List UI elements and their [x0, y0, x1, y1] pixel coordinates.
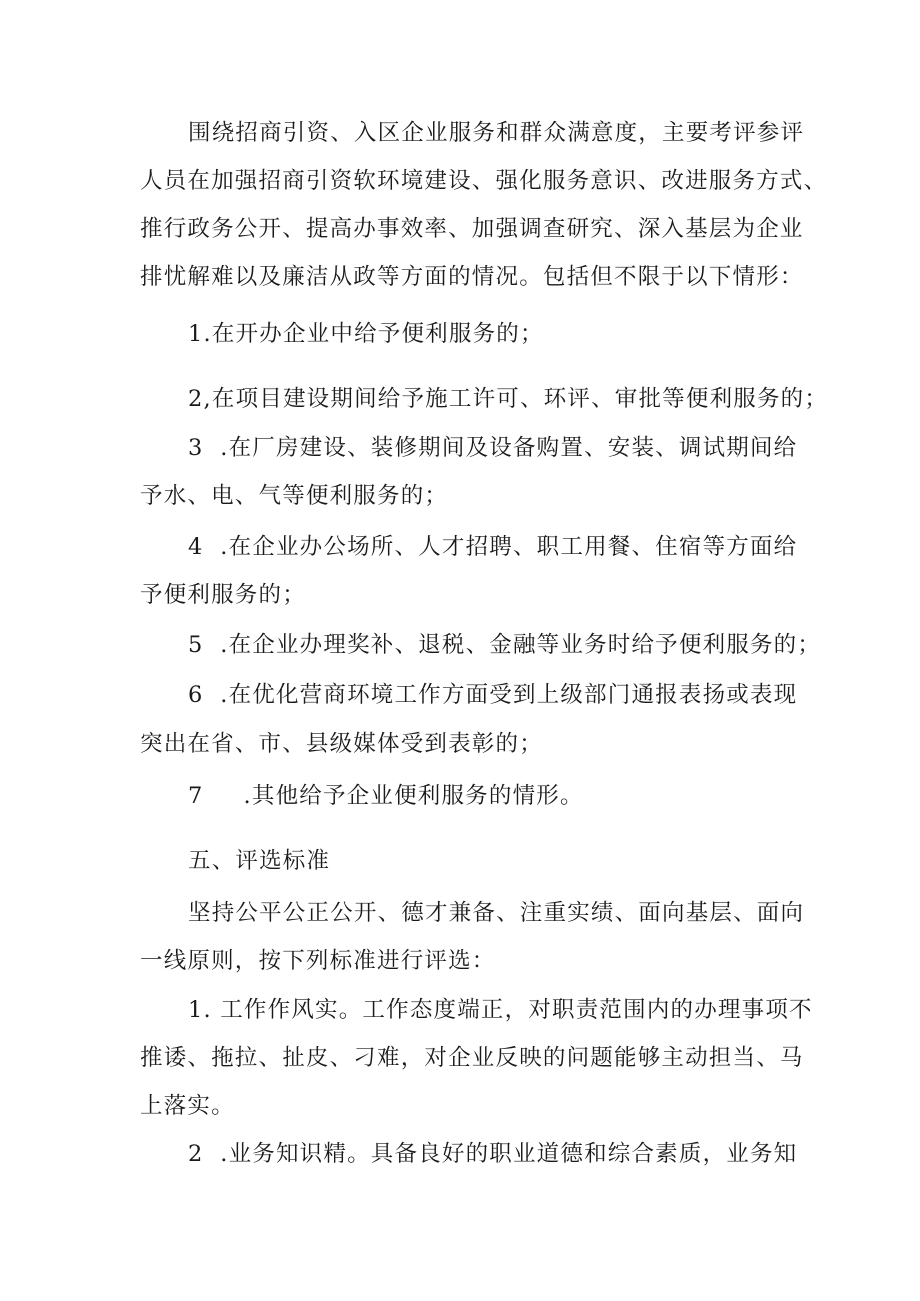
list-item: 5 .在企业办理奖补、退税、金融等业务时给予便利服务的；	[188, 632, 822, 658]
paragraph-line: 推行政务公开、提高办事效率、加强调查研究、深入基层为企业	[140, 216, 804, 242]
paragraph-line: 人员在加强招商引资软环境建设、强化服务意识、改进服务方式、	[140, 168, 828, 194]
criteria-item-continuation: 推诿、拖拉、扯皮、刁难，对企业反映的问题能够主动担当、马	[140, 1045, 804, 1071]
paragraph-line: 排忧解难以及廉洁从政等方面的情况。包括但不限于以下情形：	[140, 264, 804, 290]
list-item-continuation: 予便利服务的；	[140, 582, 306, 608]
criteria-item: 2 .业务知识精。具备良好的职业道德和综合素质，业务知	[188, 1141, 798, 1167]
paragraph-line: 围绕招商引资、入区企业服务和群众满意度，主要考评参评	[188, 120, 805, 146]
criteria-item: 1. 工作作风实。工作态度端正，对职责范围内的办理事项不	[188, 997, 813, 1023]
list-item-continuation: 予水、电、气等便利服务的；	[140, 483, 449, 509]
paragraph-line: 坚持公平公正公开、德才兼备、注重实绩、面向基层、面向	[188, 900, 805, 926]
list-item: 3 .在厂房建设、装修期间及设备购置、安装、调试期间给	[188, 435, 798, 461]
list-item	[188, 781, 848, 811]
list-item: 1.在开办企业中给予便利服务的；	[188, 321, 544, 347]
section-heading: 五、评选标准	[188, 848, 331, 874]
list-item-continuation: 突出在省、市、县级媒体受到表彰的；	[140, 731, 543, 757]
list-item-text: .其他给予企业便利服务的情形。	[243, 783, 584, 809]
list-item: 6 .在优化营商环境工作方面受到上级部门通报表扬或表现	[188, 682, 798, 708]
list-item: 4 .在企业办公场所、人才招聘、职工用餐、住宿等方面给	[188, 534, 798, 560]
list-item-number: 7	[188, 783, 204, 809]
paragraph-line: 一线原则，按下列标准进行评选：	[140, 948, 496, 974]
criteria-item-continuation: 上落实。	[140, 1093, 235, 1119]
list-item: 2,在项目建设期间给予施工许可、环评、审批等便利服务的；	[188, 386, 829, 412]
